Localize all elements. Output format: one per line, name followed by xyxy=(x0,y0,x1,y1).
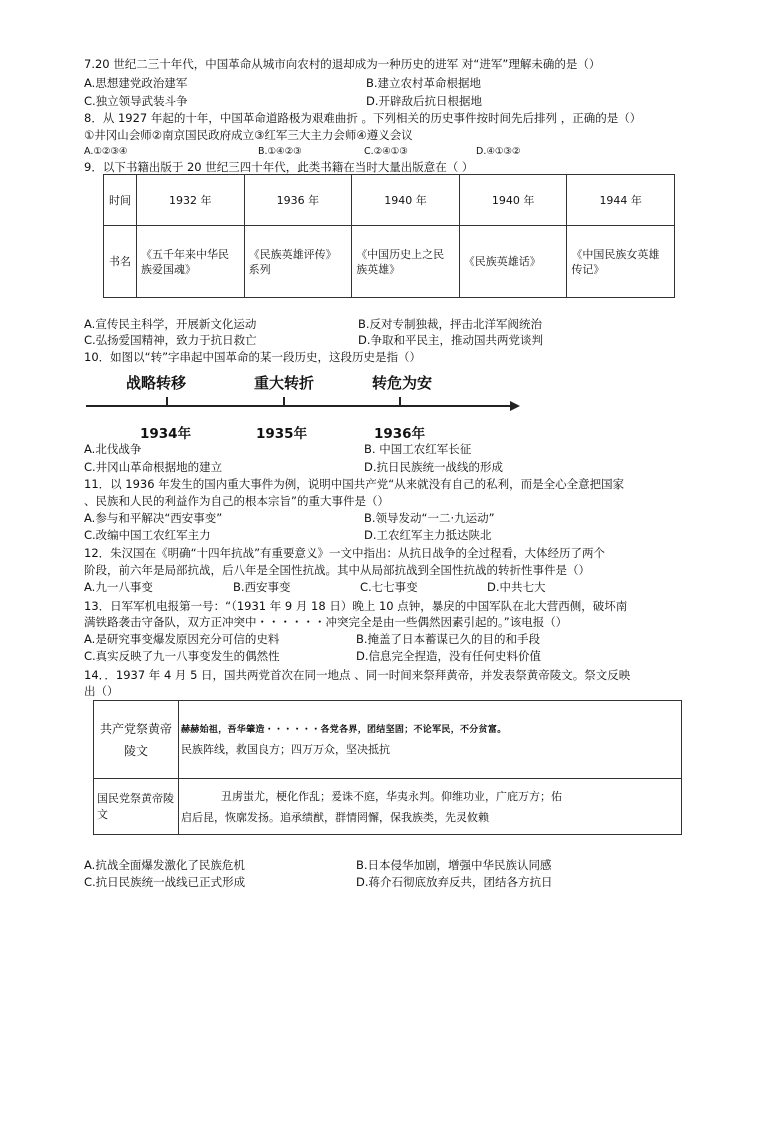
q9-year-cell: 1936 年 xyxy=(244,175,352,226)
q7-option-d: D.开辟敌后抗日根据地 xyxy=(366,94,483,108)
q14-cpc-row xyxy=(94,701,682,779)
q9-header-book: 书名 xyxy=(104,226,137,298)
q8-stem: 8．从 1927 年起的十年，中国革命道路极为艰难曲折 。下列相关的历史事件按时间先后排列 ，正确的是（） xyxy=(84,111,642,125)
q9-book-cell: 《中国民族女英雄传记》 xyxy=(567,226,675,298)
q9-year-row xyxy=(104,175,675,226)
q8-option-b: B.①④②③ xyxy=(258,146,302,157)
q11-option-b: B.领导发动“一二·九运动” xyxy=(364,511,495,525)
q14-option-a: A.抗战全面爆发激化了民族危机 xyxy=(84,858,245,872)
q14-option-d: D.蒋介石彻底放弃反共，团结各方抗日 xyxy=(356,875,553,889)
q7-option-c: C.独立领导武装斗争 xyxy=(84,94,188,108)
q14-kmt-text-cell xyxy=(179,779,682,835)
q12-option-b: B.西安事变 xyxy=(233,580,291,594)
q14-stem: 14．．1937 年 4 月 5 日，国共两党首次在同一地点 、同一时间来祭拜黄帝，并发表祭黄帝陵文。祭文反映 xyxy=(84,668,631,682)
q13-option-c: C.真实反映了九一八事变发生的偶然性 xyxy=(84,649,280,663)
q9-book-cell: 《中国历史上之民族英雄》 xyxy=(352,226,460,298)
q9-year-cell: 1940 年 xyxy=(459,175,567,226)
q10-option-d: D.抗日民族统一战线的形成 xyxy=(364,460,504,474)
q12-stem-2: 阶段，前六年是局部抗战，后八年是全国性抗战。其中从局部抗战到全国性抗战的转折性事件是（） xyxy=(84,563,590,577)
q8-option-d: D.④①③② xyxy=(476,146,521,157)
q10-option-a: A.北伐战争 xyxy=(84,442,142,456)
timeline-label: 重大转折 xyxy=(254,374,315,392)
q9-book-cell: 《五千年来中华民族爱国魂》 xyxy=(137,226,245,298)
q9-year-cell: 1940 年 xyxy=(352,175,460,226)
q11-stem-2: 、民族和人民的利益作为自己的根本宗旨”的重大事件是（） xyxy=(84,494,389,508)
q8-option-c: C.②④①③ xyxy=(364,146,408,157)
q13-option-d: D.信息完全捏造，没有任何史料价值 xyxy=(356,649,542,663)
q9-option-c: C.弘扬爱国精神，致力于抗日救亡 xyxy=(84,333,257,347)
q14-cpc-text-2: 民族阵线，救国良方；四万万众，坚决抵抗 xyxy=(181,742,390,756)
q9-year-cell: 1932 年 xyxy=(137,175,245,226)
q14-stem-2: 出（） xyxy=(84,684,119,698)
q14-eulogy-table xyxy=(93,700,682,835)
q13-stem-2: 满铁路袭击守备队，双方正冲突中・・・・・・冲突完全是由一些偶然因素引起的。”该电报（） xyxy=(84,615,568,629)
timeline-year: 1935年 xyxy=(256,426,308,442)
q7-option-b: B.建立农村革命根据地 xyxy=(366,76,482,90)
q10-timeline xyxy=(84,372,524,442)
q9-book-cell: 《民族英雄评传》系列 xyxy=(244,226,352,298)
q14-cpc-text-1: 赫赫始祖，吾华肇造・・・・・・各党各界，团结坚固；不论军民，不分贫富。 xyxy=(181,724,507,735)
q10-option-b: B. 中国工农红军长征 xyxy=(364,442,472,456)
q14-option-b: B.日本侵华加剧，增强中华民族认同感 xyxy=(356,858,552,872)
q9-stem: 9．以下书籍出版于 20 世纪三四十年代，此类书籍在当时大量出版意在（ ） xyxy=(84,160,474,174)
q14-kmt-text-1: 丑虏蚩尤，梗化作乱；爰诛不庭，华夷永判。仰维功业，广庇万方；佑 xyxy=(221,789,562,803)
timeline-year: 1934年 xyxy=(140,426,192,442)
q13-stem: 13．日军军机电报第一号：“（1931 年 9 月 18 日）晚上 10 点钟，暴戾的中国军队在北大营西侧，破坏南 xyxy=(84,599,628,613)
q9-option-d: D.争取和平民主，推动国共两党谈判 xyxy=(358,333,544,347)
q14-cpc-label: 共产党祭黄帝陵文 xyxy=(94,701,179,779)
timeline-year: 1936年 xyxy=(374,426,426,442)
q9-option-a: A.宣传民主科学，开展新文化运动 xyxy=(84,317,257,331)
q14-cpc-text-cell xyxy=(179,701,682,779)
q11-option-c: C.改编中国工农红军主力 xyxy=(84,528,211,542)
timeline-label: 战略转移 xyxy=(126,374,187,392)
q12-stem: 12．朱汉国在《明确“十四年抗战”有重要意义》一文中指出：从抗日战争的全过程看，大体经历了两个 xyxy=(84,546,606,560)
q11-option-d: D.工农红军主力抵达陕北 xyxy=(364,528,492,542)
q12-option-a: A.九一八事变 xyxy=(84,580,153,594)
q12-option-c: C.七七事变 xyxy=(360,580,418,594)
q14-kmt-row xyxy=(94,779,682,835)
q10-stem: 10．如图以“转”字串起中国革命的某一段历史，这段历史是指（） xyxy=(84,350,422,364)
q7-option-a: A.思想建党政治建军 xyxy=(84,76,188,90)
q13-option-a: A.是研究事变爆发原因充分可信的史料 xyxy=(84,632,280,646)
q11-stem: 11．以 1936 年发生的国内重大事件为例，说明中国共产党“从来就没有自己的私利，而是全心全意把国家 xyxy=(84,477,625,491)
q11-option-a: A.参与和平解决“西安事变” xyxy=(84,511,223,525)
q9-book-row xyxy=(104,226,675,298)
q10-option-c: C.井冈山革命根据地的建立 xyxy=(84,460,223,474)
q7-stem: 7.20 世纪二三十年代，中国革命从城市向农村的退却成为一种历史的进军 对“进军”理解未确的是（） xyxy=(84,57,601,71)
q14-option-c: C.抗日民族统一战线已正式形成 xyxy=(84,875,246,889)
timeline-label: 转危为安 xyxy=(372,374,433,392)
q8-option-a: A.①②③④ xyxy=(84,146,128,157)
q14-kmt-text-2: 启后昆，恢廓发扬。追承绩猷，群情罔懈，保我族类，先灵攸赖 xyxy=(181,810,489,824)
q9-option-b: B.反对专制独裁，抨击北洋军阀统治 xyxy=(358,317,543,331)
q12-option-d: D.中共七大 xyxy=(487,580,546,594)
q8-stem-2: ①井冈山会师②南京国民政府成立③红军三大主力会师④遵义会议 xyxy=(84,128,413,142)
q9-year-cell: 1944 年 xyxy=(567,175,675,226)
timeline-axis xyxy=(84,394,524,418)
q14-kmt-label: 国民党祭黄帝陵文 xyxy=(94,779,179,835)
q9-book-cell: 《民族英雄话》 xyxy=(459,226,567,298)
q9-header-time: 时间 xyxy=(104,175,137,226)
q13-option-b: B.掩盖了日本蓄谋已久的目的和手段 xyxy=(356,632,541,646)
q9-book-table xyxy=(103,174,675,298)
